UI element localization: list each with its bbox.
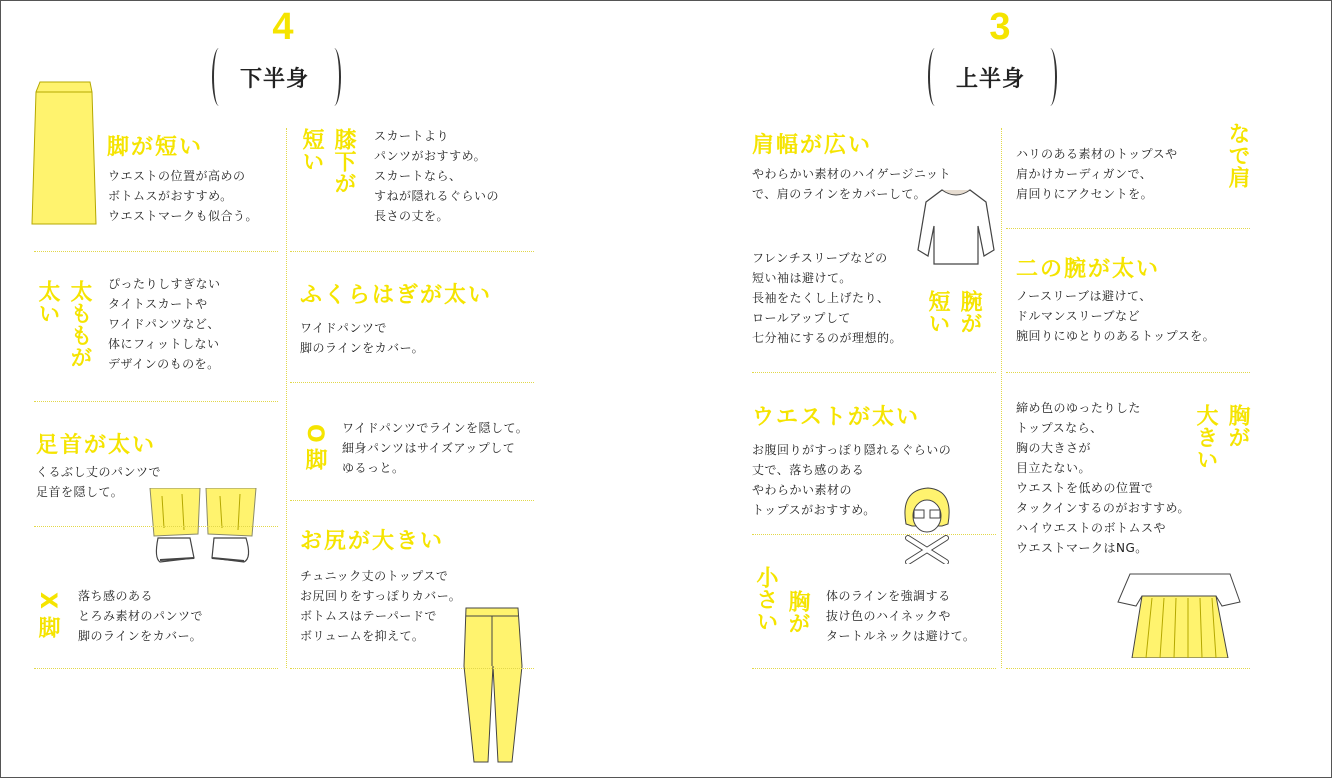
below-knee-text: スカートより パンツがおすすめ。 スカートなら、 すねが隠れるぐらいの 長さの丈を。 <box>374 129 500 223</box>
below-knee-title-col1: 膝下が <box>331 128 356 194</box>
x-leg-title-col1: X <box>35 592 60 609</box>
section-number: 4 <box>272 6 294 48</box>
bust-small-title-col1: 胸が <box>785 590 810 634</box>
divider <box>290 251 534 252</box>
divider <box>34 401 278 402</box>
column-divider <box>286 128 287 668</box>
arm-short-title-col2: 短い <box>925 290 950 334</box>
close-paren <box>327 48 341 106</box>
ankle-text: くるぶし丈のパンツで 足首を隠して。 <box>36 465 162 499</box>
ankle-pants-illustration <box>148 488 260 572</box>
ankle-title: 足首が太い <box>36 433 157 458</box>
waist-text: お腹回りがすっぽり隠れるぐらいの 丈で、落ち感のある やわらかい素材の トップスがおすすめ。 <box>752 443 952 517</box>
sloping-shoulder-text: ハリのある素材のトップスや 肩かけカーディガンで、 肩回りにアクセントを。 <box>1016 147 1178 201</box>
open-paren <box>928 48 942 106</box>
bust-large-title-col1: 胸が <box>1225 404 1250 448</box>
thigh-text: ぴったりしすぎない タイトスカートや ワイドパンツなど、 体にフィットしない デザインのものを。 <box>108 277 221 371</box>
shoulder-wide-title: 肩幅が広い <box>752 133 873 158</box>
bust-small-text: 体のラインを強調する 抜け色のハイネックや タートルネックは避けて。 <box>826 589 976 643</box>
divider <box>34 251 278 252</box>
section-title: 上半身 <box>956 66 1026 92</box>
section-number: 3 <box>989 6 1011 48</box>
column-divider <box>1001 128 1002 668</box>
calf-title: ふくらはぎが太い <box>300 283 493 308</box>
close-paren <box>1043 48 1057 106</box>
section-title: 下半身 <box>240 66 310 92</box>
tapered-pants-illustration <box>458 606 528 766</box>
woman-crossing-arms-illustration <box>894 484 960 564</box>
below-knee-title-col2: 短い <box>299 128 324 172</box>
leg-short-text: ウエストの位置が高めの ボトムスがおすすめ。 ウエストマークも似合う。 <box>108 169 259 223</box>
divider <box>34 526 278 527</box>
arm-short-title-col1: 腕が <box>957 290 982 334</box>
open-paren <box>212 48 226 106</box>
leg-short-title: 脚が短い <box>107 135 204 160</box>
upper-arm-text: ノースリーブは避けて、 ドルマンスリーブなど 腕回りにゆとりのあるトップスを。 <box>1016 289 1216 343</box>
divider <box>1006 668 1250 669</box>
divider <box>34 668 278 669</box>
x-leg-text: 落ち感のある とろみ素材のパンツで 脚のラインをカバー。 <box>78 589 204 643</box>
o-leg-text: ワイドパンツでラインを隠して。 細身パンツはサイズアップして ゆるっと。 <box>342 421 529 475</box>
tucked-blouse-skirt-illustration <box>1112 572 1248 658</box>
divider <box>752 372 996 373</box>
arm-short-text: フレンチスリーブなどの 短い袖は避けて。 長袖をたくし上げたり、 ロールアップして 七分袖にするのが理想的。 <box>752 251 903 345</box>
sweater-illustration <box>916 186 996 270</box>
divider <box>290 500 534 501</box>
o-leg-title-col2: 脚 <box>302 448 327 470</box>
divider <box>1006 228 1250 229</box>
bust-large-title-col2: 大きい <box>1193 404 1218 470</box>
divider <box>1006 372 1250 373</box>
hip-title: お尻が大きい <box>300 529 445 554</box>
upper-arm-title: 二の腕が太い <box>1016 257 1161 282</box>
o-leg-title-col1: O <box>302 424 327 443</box>
section-heading <box>212 46 341 108</box>
divider <box>752 534 996 535</box>
bust-large-text: 締め色のゆったりした トップスなら、 胸の大きさが 目立たない。 ウエストを低めの位置で タックインするのがおすすめ。 ハイウエストのボトムスや ウエストマークはNG。 <box>1016 401 1191 555</box>
sloping-shoulder-title: なで肩 <box>1225 122 1250 188</box>
calf-text: ワイドパンツで 脚のラインをカバー。 <box>300 321 425 355</box>
thigh-title-col2: 太い <box>35 280 60 324</box>
bust-small-title-col2: 小さい <box>753 566 778 632</box>
hip-text: チュニック丈のトップスで お尻回りをすっぽりカバー。 ボトムスはテーパードで ボリュームを抑えて。 <box>300 569 462 643</box>
divider <box>752 668 996 669</box>
divider <box>290 668 534 669</box>
waist-title: ウエストが太い <box>752 405 921 430</box>
section-heading <box>928 46 1057 108</box>
thigh-title-col1: 太ももが <box>67 280 92 368</box>
divider <box>290 382 534 383</box>
shoulder-wide-text: やわらかい素材のハイゲージニット で、肩のラインをカバーして。 <box>752 167 952 201</box>
skirt-illustration <box>28 78 100 228</box>
x-leg-title-col2: 脚 <box>35 616 60 638</box>
